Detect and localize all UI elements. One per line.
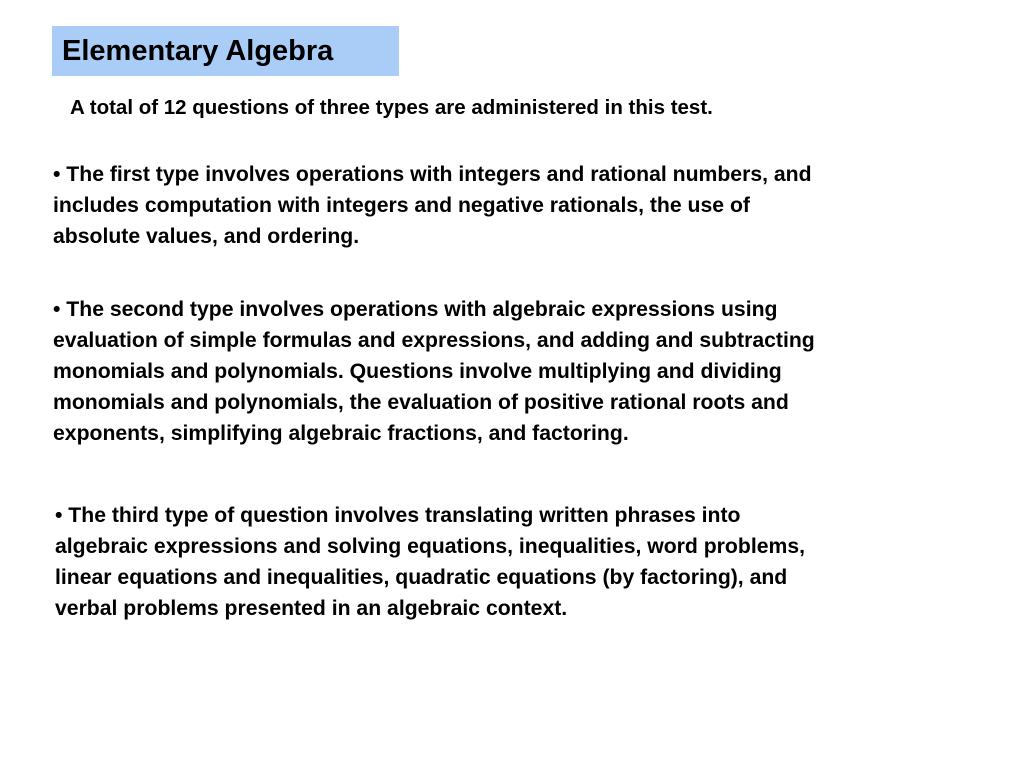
bullet-line: monomials and polynomials, the evaluation of positive rational roots and (53, 391, 789, 414)
bullet-line: evaluation of simple formulas and expressions, and adding and subtracting (53, 329, 815, 352)
bullet-line: linear equations and inequalities, quadratic equations (by factoring), and (55, 566, 788, 589)
bullet-line: • The second type involves operations with algebraic expressions using (53, 298, 778, 321)
intro-text: A total of 12 questions of three types are administered in this test. (70, 96, 713, 119)
bullet-line: • The first type involves operations with integers and rational numbers, and (53, 163, 812, 186)
slide-title-banner (52, 26, 399, 76)
bullet-line: includes computation with integers and negative rationals, the use of (53, 194, 750, 217)
bullet-first-type (53, 159, 812, 252)
bullet-line: absolute values, and ordering. (53, 225, 360, 248)
bullet-line: exponents, simplifying algebraic fractions, and factoring. (53, 422, 629, 445)
bullet-line: algebraic expressions and solving equations, inequalities, word problems, (55, 535, 805, 558)
slide-title: Elementary Algebra (62, 34, 334, 67)
bullet-second-type (53, 294, 815, 449)
bullet-line: monomials and polynomials. Questions involve multiplying and dividing (53, 360, 782, 383)
bullet-line: verbal problems presented in an algebraic context. (55, 597, 568, 620)
bullet-third-type (55, 500, 805, 624)
bullet-line: • The third type of question involves translating written phrases into (55, 504, 741, 527)
